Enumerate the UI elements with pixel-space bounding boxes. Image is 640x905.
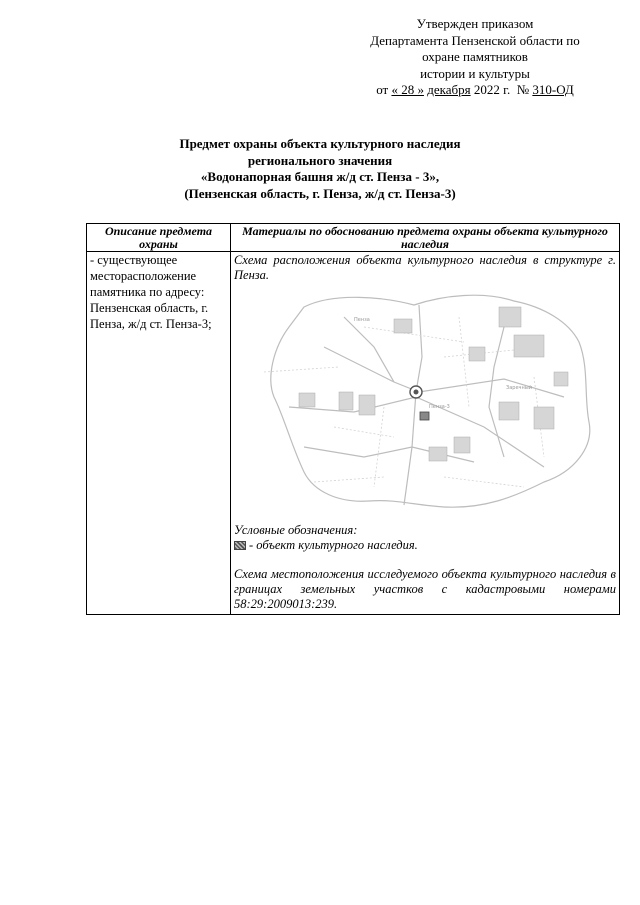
title-line-2: регионального значения (247, 152, 393, 168)
order-number: 310-ОД (532, 82, 574, 97)
header-materials: Материалы по обоснованию предмета охраны объекта культурного наследия (231, 224, 620, 252)
description-line: - существующее (90, 253, 178, 267)
approval-line-2: Департамента Пензенской области по (370, 32, 580, 48)
date-month: декабря (427, 82, 471, 97)
header-description: Описание предмета охраны (87, 224, 231, 252)
materials-cell (231, 252, 620, 615)
approval-date-line (330, 82, 620, 99)
approval-line-3: охране памятников (422, 49, 528, 64)
description-line: памятника по адресу: (90, 285, 205, 299)
approval-line-4: истории и культуры (420, 65, 530, 81)
map-label-2: Заречный (506, 385, 532, 391)
legend-title: Условные обозначения: (234, 523, 358, 537)
description-line: Пензенская область, г. (90, 301, 209, 315)
map-label-3: Пенза-3 (429, 404, 450, 410)
order-number-label: № (516, 82, 530, 97)
legend-item-label: - объект культурного наследия. (249, 538, 418, 552)
protection-subject-table (86, 223, 620, 615)
description-line: Пенза, ж/д ст. Пенза-3; (90, 317, 212, 331)
scheme2-caption: Схема местоположения исследуемого объекта культурного наследия в границах земельных участков с кадастровыми номерами 58:29:2009013:239. (234, 567, 616, 611)
date-day: « 28 » (391, 82, 424, 97)
heritage-object-symbol-icon (234, 541, 246, 550)
approval-stamp (330, 16, 620, 99)
city-outline (271, 295, 590, 507)
map-label-1: Пенза (354, 317, 370, 323)
table-row (87, 252, 620, 615)
description-line: месторасположение (90, 269, 197, 283)
date-prefix: от (376, 82, 389, 97)
table-header-row (87, 224, 620, 252)
description-cell (87, 252, 231, 615)
title-line-3: «Водонапорная башня ж/д ст. Пенза - 3», (200, 169, 440, 184)
city-map-image (244, 287, 604, 519)
title-line-4: (Пензенская область, г. Пенза, ж/д ст. Пенза-3) (184, 185, 456, 201)
legend-item (234, 538, 616, 553)
date-year: 2022 г. (473, 82, 511, 97)
scheme1-caption: Схема расположения объекта культурного наследия в структуре г. Пенза. (234, 253, 616, 282)
title-line-1: Предмет охраны объекта культурного наследия (179, 136, 461, 151)
approval-line-1: Утвержден приказом (416, 16, 534, 31)
district-blocks (299, 307, 568, 461)
document-title (60, 136, 580, 202)
